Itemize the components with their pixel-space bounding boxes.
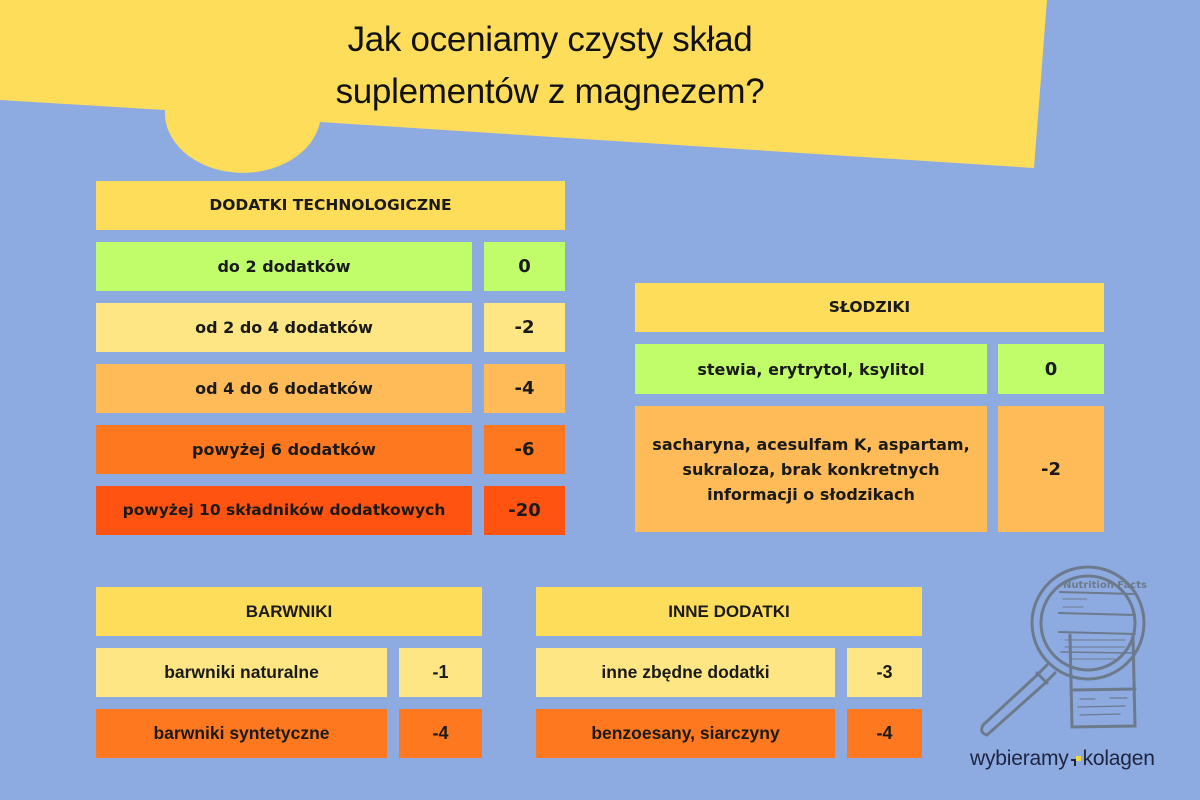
logo-mark-icon: [1070, 750, 1082, 768]
table-row-score: -4: [484, 364, 565, 413]
table-row-label: benzoesany, siarczyny: [536, 709, 835, 758]
title-line-1: Jak oceniamy czysty skład: [347, 20, 753, 59]
table-row-score: 0: [484, 242, 565, 291]
table-row-score: -3: [847, 648, 922, 697]
table-row-score: -2: [998, 406, 1104, 532]
table-row-label: powyżej 10 składników dodatkowych: [96, 486, 472, 535]
table-row-label: do 2 dodatków: [96, 242, 472, 291]
table-row-label: barwniki naturalne: [96, 648, 387, 697]
svg-text:Nutrition Facts: Nutrition Facts: [1063, 580, 1147, 591]
table-row-label: od 4 do 6 dodatków: [96, 364, 472, 413]
table-row-score: -4: [847, 709, 922, 758]
table-header: INNE DODATKI: [536, 587, 922, 636]
table-header: DODATKI TECHNOLOGICZNE: [96, 181, 565, 230]
title-line-2: suplementów z magnezem?: [335, 72, 765, 111]
table-row-score: -1: [399, 648, 482, 697]
table-row-score: -6: [484, 425, 565, 474]
table-row-score: -20: [484, 486, 565, 535]
magnifier-nutrition-facts-icon: [975, 555, 1175, 745]
table-row-label: stewia, erytrytol, ksylitol: [635, 344, 987, 394]
table-row-label: barwniki syntetyczne: [96, 709, 387, 758]
table-row-score: -2: [484, 303, 565, 352]
table-row-label: sacharyna, acesulfam K, aspartam, sukraloza, brak konkretnych informacji o słodzikach: [635, 406, 987, 532]
brand-logo: [970, 747, 1155, 771]
table-row-label: od 2 do 4 dodatków: [96, 303, 472, 352]
logo-text-left: wybieramy: [970, 747, 1069, 770]
table-header: SŁODZIKI: [635, 283, 1104, 332]
table-row-score: 0: [998, 344, 1104, 394]
table-row-score: -4: [399, 709, 482, 758]
logo-text-right: kolagen: [1082, 747, 1155, 770]
table-row-label: powyżej 6 dodatków: [96, 425, 472, 474]
table-row-label: inne zbędne dodatki: [536, 648, 835, 697]
table-header: BARWNIKI: [96, 587, 482, 636]
page-title: [300, 14, 800, 118]
